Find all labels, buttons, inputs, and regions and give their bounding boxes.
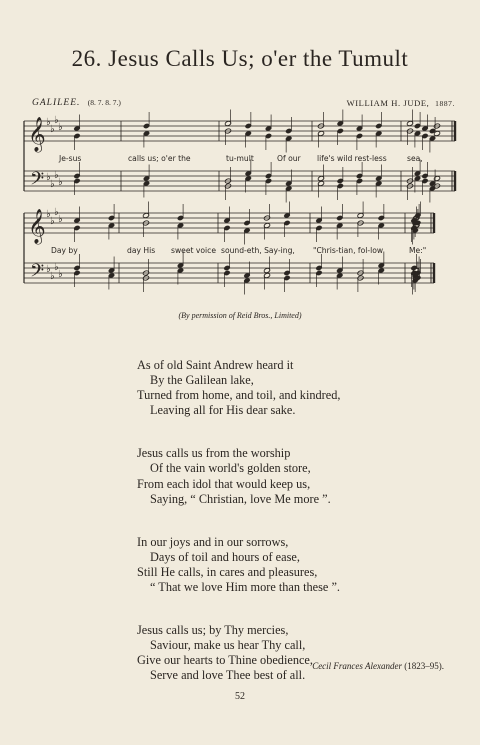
lyric-syllable: Me:" [409, 246, 427, 255]
lyric-syllable: life's wild rest-less [317, 154, 387, 163]
verse-line: Still He calls, in cares and pleasures, [137, 564, 318, 579]
verse-line: Leaving all for His dear sake. [150, 403, 296, 418]
bass-clef-icon: 𝄢 [30, 261, 45, 286]
key-flat-icon: ♭ [46, 172, 51, 183]
key-flat-icon: ♭ [58, 177, 63, 188]
verse-line: As of old Saint Andrew heard it [137, 358, 294, 372]
verse-line: Days of toil and hours of ease, [150, 549, 300, 564]
composer-year: 1887. [435, 99, 455, 108]
page-number: 52 [235, 691, 245, 702]
lyric-syllable: Je-sus [59, 154, 82, 163]
key-flat-icon: ♭ [54, 115, 59, 126]
author-credit [312, 661, 444, 671]
verse-line: Serve and love Thee best of all. [150, 668, 306, 683]
key-flat-icon: ♭ [58, 122, 63, 133]
hymn-title-text: Jesus Calls Us; o'er the Tumult [108, 46, 409, 71]
tune-meter: (8. 7. 8. 7.) [87, 98, 121, 107]
stanza [137, 446, 340, 506]
verse-line: Jesus calls us from the worship [137, 446, 291, 461]
stanza [137, 535, 340, 595]
key-flat-icon: ♭ [50, 271, 55, 282]
lyric-syllable: "Chris-tian, fol-low [313, 246, 384, 255]
permission-note: (By permission of Reid Bros., Limited) [178, 311, 302, 320]
treble-clef-icon: 𝄞 [28, 209, 46, 244]
key-flat-icon: ♭ [54, 170, 59, 181]
lyric-syllable: Day by [51, 246, 78, 255]
lyric-syllable: sound-eth, Say-ing, [221, 246, 295, 255]
lyric-syllable: calls us; o'er the [128, 154, 191, 163]
verse-line: Of the vain world's golden store, [150, 461, 311, 476]
tune-name: GALILEE. [32, 98, 81, 108]
key-flat-icon: ♭ [50, 124, 55, 135]
key-flat-icon: ♭ [50, 216, 55, 227]
key-flat-icon: ♭ [50, 179, 55, 190]
key-flat-icon: ♭ [54, 207, 59, 218]
treble-clef-icon: 𝄞 [28, 117, 46, 152]
key-flat-icon: ♭ [58, 269, 63, 280]
bass-clef-icon: 𝄢 [30, 169, 45, 194]
verse-line: Jesus calls us; by Thy mercies, [137, 623, 289, 638]
verse-line: Saviour, make us hear Thy call, [150, 638, 306, 653]
key-flat-icon: ♭ [58, 214, 63, 225]
verse-line: Saying, “ Christian, love Me more ”. [150, 491, 331, 506]
lyric-syllable: tu-mult [226, 154, 254, 163]
lyric-syllable: Of our [277, 154, 301, 163]
author-years: (1823–95). [404, 661, 444, 671]
composer-name: WILLIAM H. JUDE, [346, 98, 430, 108]
half-note [433, 176, 440, 182]
stanza [137, 358, 340, 418]
key-flat-icon: ♭ [46, 117, 51, 128]
verse-line: Turned from home, and toil, and kindred, [137, 388, 341, 403]
verse-line: Give our hearts to Thine obedience, [137, 653, 313, 668]
verse-line: By the Galilean lake, [150, 373, 254, 388]
verses [137, 358, 340, 684]
verse-line: In our joys and in our sorrows, [137, 534, 289, 549]
lyric-syllable: sweet voice [171, 246, 216, 255]
key-flat-icon: ♭ [46, 264, 51, 275]
stanza [137, 623, 340, 683]
lyric-syllable: sea, [407, 154, 423, 163]
key-flat-icon: ♭ [54, 262, 59, 273]
verse-line: “ That we love Him more than these ”. [150, 580, 340, 595]
hymn-number: 26. [71, 46, 102, 71]
author-name: Cecil Frances Alexander [312, 661, 402, 671]
key-flat-icon: ♭ [46, 209, 51, 220]
lyric-syllable: day His [127, 246, 156, 255]
verse-line: From each idol that would keep us, [137, 476, 311, 491]
